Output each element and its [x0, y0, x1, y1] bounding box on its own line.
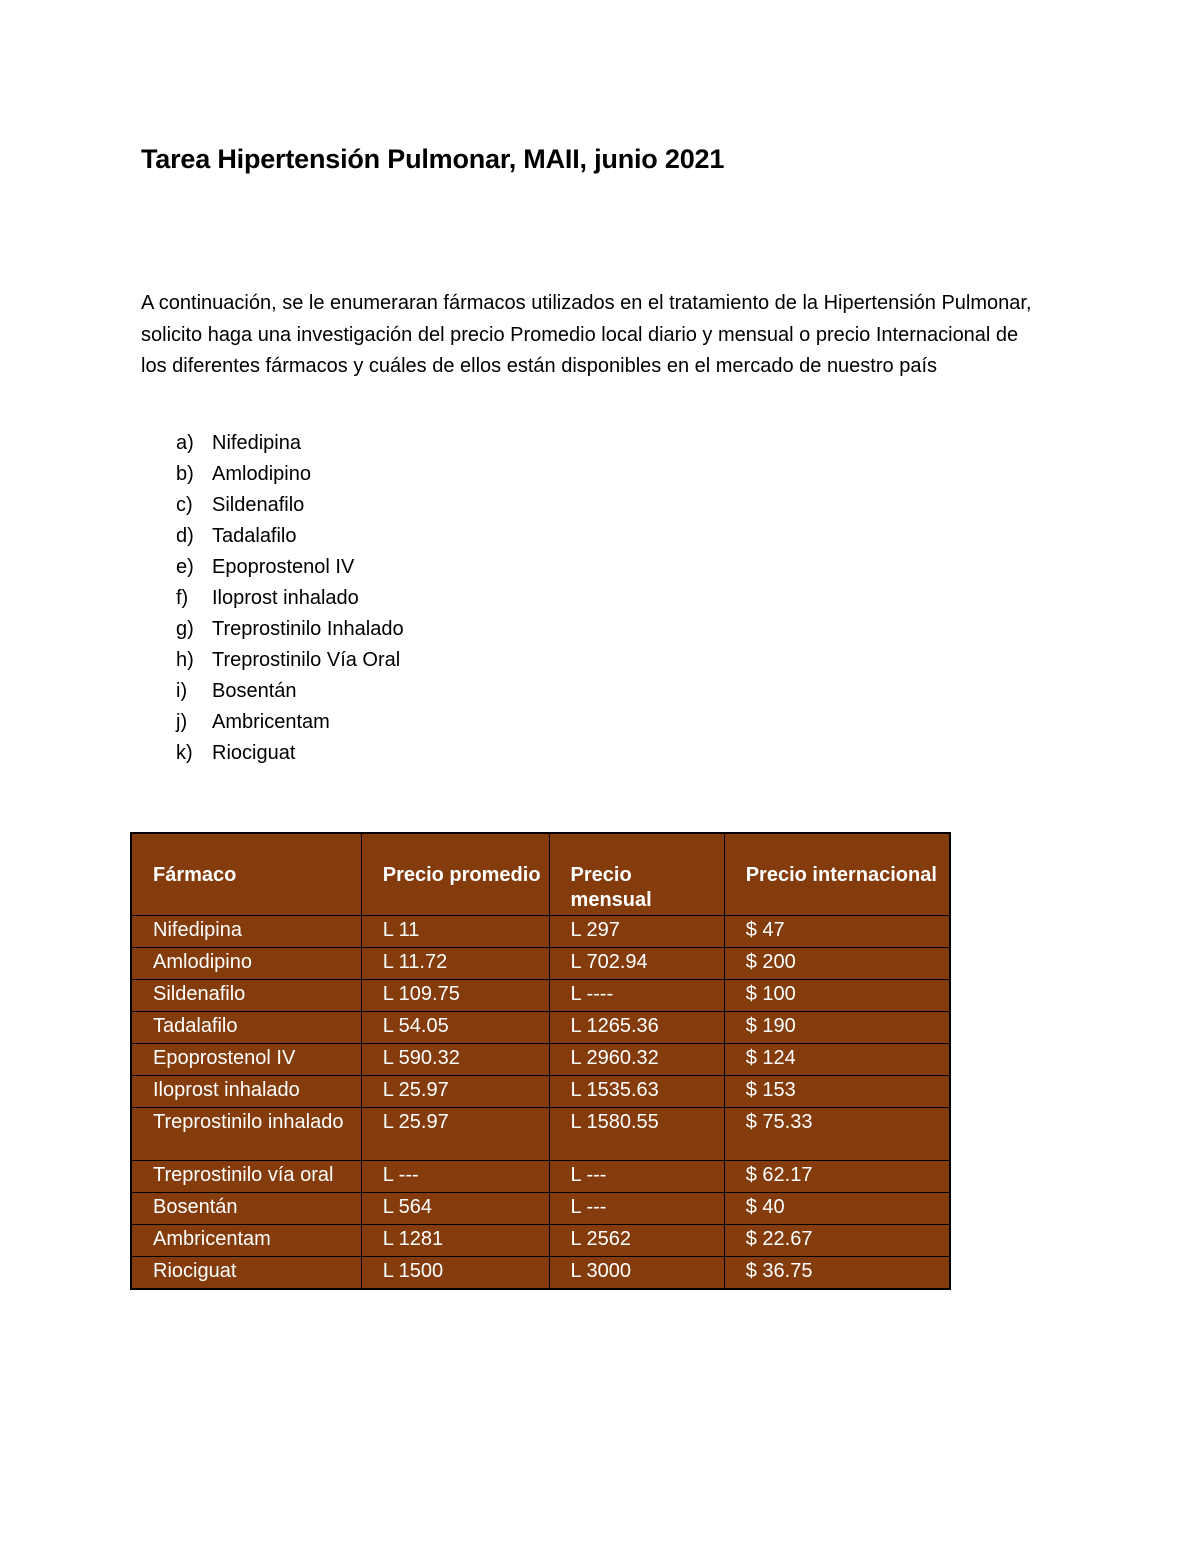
list-item: [141, 490, 404, 521]
table-row: [131, 1076, 950, 1108]
cell-farmaco: Nifedipina: [131, 916, 361, 948]
list-marker: h): [176, 649, 194, 671]
table-row: [131, 1257, 950, 1290]
list-item-label: Ambricentam: [212, 711, 330, 733]
drug-list: [141, 428, 404, 769]
cell-internacional: $ 200: [724, 948, 950, 980]
list-marker: g): [176, 618, 194, 640]
header-farmaco: Fármaco: [131, 833, 361, 916]
list-item-label: Riociguat: [212, 742, 296, 764]
cell-mensual: L 1580.55: [549, 1108, 724, 1161]
cell-internacional: $ 75.33: [724, 1108, 950, 1161]
list-marker: i): [176, 680, 188, 702]
list-item: [141, 676, 404, 707]
cell-internacional: $ 153: [724, 1076, 950, 1108]
header-precio-promedio: Precio promedio: [361, 833, 549, 916]
cell-farmaco: Sildenafilo: [131, 980, 361, 1012]
list-item: [141, 645, 404, 676]
list-item-label: Amlodipino: [212, 463, 311, 485]
cell-mensual: L 1265.36: [549, 1012, 724, 1044]
cell-internacional: $ 40: [724, 1193, 950, 1225]
cell-internacional: $ 124: [724, 1044, 950, 1076]
cell-mensual: L 2960.32: [549, 1044, 724, 1076]
cell-internacional: $ 47: [724, 916, 950, 948]
cell-farmaco: Iloprost inhalado: [131, 1076, 361, 1108]
cell-internacional: $ 22.67: [724, 1225, 950, 1257]
list-item: [141, 459, 404, 490]
cell-promedio: L 11: [361, 916, 549, 948]
table-row: [131, 948, 950, 980]
cell-promedio: L 1281: [361, 1225, 549, 1257]
list-item-label: Epoprostenol IV: [212, 556, 355, 578]
cell-promedio: L 25.97: [361, 1108, 549, 1161]
list-item-label: Nifedipina: [212, 432, 301, 454]
list-item: [141, 707, 404, 738]
cell-internacional: $ 190: [724, 1012, 950, 1044]
cell-mensual: L 702.94: [549, 948, 724, 980]
cell-mensual: L ---: [549, 1193, 724, 1225]
list-item-label: Treprostinilo Inhalado: [212, 618, 404, 640]
cell-farmaco: Treprostinilo vía oral: [131, 1161, 361, 1193]
cell-mensual: L 1535.63: [549, 1076, 724, 1108]
list-marker: f): [176, 587, 189, 609]
cell-promedio: L 11.72: [361, 948, 549, 980]
list-marker: c): [176, 494, 193, 516]
cell-promedio: L 1500: [361, 1257, 549, 1290]
table-header-row: [131, 833, 950, 916]
table-row: [131, 916, 950, 948]
list-marker: k): [176, 742, 193, 764]
cell-mensual: L ----: [549, 980, 724, 1012]
list-item-label: Treprostinilo Vía Oral: [212, 649, 401, 671]
list-item: [141, 738, 404, 769]
table-row: [131, 1161, 950, 1193]
cell-mensual: L 2562: [549, 1225, 724, 1257]
cell-promedio: L 25.97: [361, 1076, 549, 1108]
table-row: [131, 1108, 950, 1161]
cell-mensual: L 297: [549, 916, 724, 948]
list-item: [141, 614, 404, 645]
header-precio-mensual: Precio mensual: [549, 833, 724, 916]
cell-promedio: L 109.75: [361, 980, 549, 1012]
table-row: [131, 1225, 950, 1257]
cell-internacional: $ 36.75: [724, 1257, 950, 1290]
document-title: Tarea Hipertensión Pulmonar, MAII, junio 2021: [141, 144, 725, 174]
cell-promedio: L ---: [361, 1161, 549, 1193]
cell-farmaco: Bosentán: [131, 1193, 361, 1225]
intro-paragraph: A continuación, se le enumeraran fármacos utilizados en el tratamiento de la Hipertensión Pulmonar, solicito haga una investigación del precio Promedio local diario y mensual o precio Internacional de los diferentes fármacos y cuáles de ellos están disponibles en el mercado de nuestro país: [141, 292, 1032, 377]
table-row: [131, 1193, 950, 1225]
list-item-label: Iloprost inhalado: [212, 587, 359, 609]
cell-farmaco: Amlodipino: [131, 948, 361, 980]
cell-farmaco: Riociguat: [131, 1257, 361, 1290]
cell-promedio: L 54.05: [361, 1012, 549, 1044]
list-marker: a): [176, 432, 194, 454]
table-row: [131, 1044, 950, 1076]
cell-mensual: L 3000: [549, 1257, 724, 1290]
list-item-label: Tadalafilo: [212, 525, 297, 547]
header-precio-internacional: Precio internacional: [724, 833, 950, 916]
list-item-label: Bosentán: [212, 680, 297, 702]
list-marker: e): [176, 556, 194, 578]
table-row: [131, 1012, 950, 1044]
list-item: [141, 583, 404, 614]
list-marker: b): [176, 463, 194, 485]
list-item-label: Sildenafilo: [212, 494, 305, 516]
list-item: [141, 521, 404, 552]
list-marker: d): [176, 525, 194, 547]
cell-farmaco: Treprostinilo inhalado: [131, 1108, 361, 1161]
table-row: [131, 980, 950, 1012]
cell-internacional: $ 100: [724, 980, 950, 1012]
cell-internacional: $ 62.17: [724, 1161, 950, 1193]
price-table: [130, 832, 951, 1290]
list-marker: j): [176, 711, 188, 733]
cell-farmaco: Ambricentam: [131, 1225, 361, 1257]
cell-mensual: L ---: [549, 1161, 724, 1193]
cell-promedio: L 590.32: [361, 1044, 549, 1076]
list-item: [141, 552, 404, 583]
cell-farmaco: Tadalafilo: [131, 1012, 361, 1044]
cell-promedio: L 564: [361, 1193, 549, 1225]
cell-farmaco: Epoprostenol IV: [131, 1044, 361, 1076]
list-item: [141, 428, 404, 459]
